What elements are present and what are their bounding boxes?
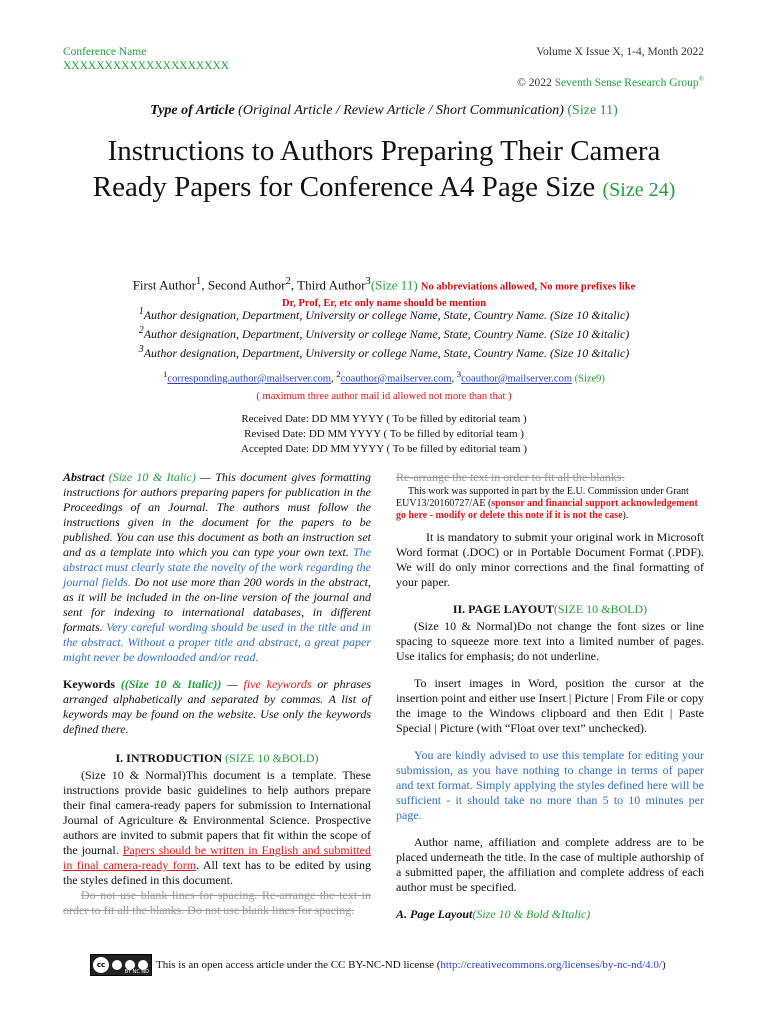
support-text-1: This work was supported in part by the E.U. Commission under Grant EUV13/20160727/AE (: [396, 486, 689, 509]
left-column: [63, 470, 371, 930]
intro-body-1: (Size 10 & Normal)This document is a template. These instructions provide basic guidelines to help authors prepare their final camera-ready papers for submission to International Journal of Agriculture & Environmental Science. Prospective authors are invited to submit papers that fit within the scope of the journal.: [63, 768, 371, 857]
author-second: Second Author: [207, 277, 286, 293]
email-link-2[interactable]: coauthor@mailserver.com: [340, 373, 452, 385]
layout-paragraph-1: (Size 10 & Normal)Do not change the font sizes or line spacing to squeeze more text into a limited number of pages. Use italics for emphasis; do not underline.: [396, 619, 704, 663]
abstract-blue-1: The abstract must clearly state the novelty of the work regarding the journal fields.: [63, 545, 371, 589]
strike-top: Re-arrange the text in order to fit all the blanks.: [396, 470, 625, 484]
paper-title-text: Instructions to Authors Preparing Their Camera Ready Papers for Conference A4 Page Size: [92, 135, 661, 203]
intro-strike-text: Do not use blank lines for spacing. Re-arrange the text in order to fit all the blanks. Do not use blank lines for spacing.: [63, 888, 371, 917]
intro-heading: [63, 751, 371, 766]
cc-badge-label: BY NC ND: [124, 969, 149, 975]
cc-license-icon[interactable]: cc BY NC ND: [90, 954, 152, 976]
layout-heading-size: (SIZE 10 &BOLD): [553, 602, 648, 616]
publisher-name: Seventh Sense Research Group: [554, 76, 699, 89]
email-link-1[interactable]: corresponding.author@mailserver.com: [167, 373, 332, 385]
keywords-body: or phrases arranged alphabetically and separated by commas. A list of keywords may be found on the website. Use only the keywords defined there.: [63, 677, 372, 736]
abstract-size: (Size 10 & Italic): [108, 470, 196, 484]
affiliation-list: [60, 304, 708, 361]
volume-info: Volume X Issue X, 1-4, Month 2022: [536, 46, 704, 58]
email-link-3[interactable]: coauthor@mailserver.com: [461, 373, 572, 385]
conference-name: Conference Name: [63, 46, 147, 58]
keywords-size: (Size 10 & Italic): [124, 677, 218, 691]
abstract-label: Abstract: [63, 470, 105, 484]
author-list: First Author$^1$, Second Author$^2$, Third Author$^3$(Size 11) No abbreviations allowed, No more prefixes like Dr, Prof, Er, etc only name should be mention: [132, 275, 636, 310]
layout-heading: [396, 602, 704, 617]
support-text-2: ).: [622, 510, 629, 521]
abstract-paragraph: [63, 470, 371, 665]
intro-heading-text: I. INTRODUCTION: [115, 751, 223, 765]
email-size: (Size9): [574, 373, 605, 385]
abstract-body-1: — This document gives formatting instructions for authors preparing papers for publication in the Proceedings of an Journal. The authors must follow the instructions given in the document for the papers to be published. You can use this document as both an instruction set and as a template into which you can type your own text.: [63, 470, 372, 559]
support-red: sponsor and financial support acknowledgement go here - modify or delete this note if it is not the case: [396, 498, 698, 521]
affiliation-2: $^2$Author designation, Department, University or college Name, State, Country Name. (Size 10 &italic): [138, 325, 630, 341]
subsection-heading-text: A. Page Layout: [396, 907, 473, 921]
affiliation-3-text: Author designation, Department, University or college Name, State, Country Name. (Size 10 &italic): [143, 346, 630, 360]
license-footer: [90, 954, 666, 976]
received-date: Received Date: DD MM YYYY ( To be filled by editorial team ): [241, 413, 527, 425]
keywords-paragraph: Keywords ((Size 10 & Italic)) — five keywords or phrases arranged alphabetically and separated by commas. A list of keywords may be found on the website. Use only the keywords defined there.: [63, 677, 372, 736]
intro-heading-size: (SIZE 10 &BOLD): [225, 751, 319, 765]
keywords-label: Keywords: [63, 677, 115, 691]
license-text: [156, 959, 666, 971]
abstract-blue-2: Very careful wording should be used in the title and in the abstract. Without a proper title and abstract, a great paper might never be downloaded and/or read.: [63, 620, 371, 664]
license-text-close: ): [662, 959, 666, 971]
article-type-line: [0, 103, 768, 119]
intro-paragraph: [63, 768, 371, 888]
authors-size: (Size 11): [370, 277, 418, 293]
authors-warning-1: No abbreviations allowed, No more prefixes like: [420, 281, 636, 293]
email-line: $^1$corresponding.author@mailserver.com, $^2$coauthor@mailserver.com, $^3$coauthor@mailserver.com (Size9): [163, 369, 605, 385]
copyright-line: [517, 72, 704, 90]
subsection-heading-size: (Size 10 & Bold &Italic): [472, 907, 591, 921]
keywords-dash: —: [221, 677, 244, 691]
registered-mark: ®: [698, 75, 704, 83]
abstract-body-2: Do not use more than 200 words in the abstract, as it will be included in the on-line version of the journal and sent for indexing to international databases, in different formats.: [63, 575, 371, 634]
license-link[interactable]: http://creativecommons.org/licenses/by-nc-nd/4.0/: [440, 959, 662, 971]
paper-title: [90, 133, 678, 208]
layout-paragraph-3: Author name, affiliation and complete address are to be placed underneath the title. In the case of multiple authorship of a submitted paper, the affiliation and complete address of each author must be specified.: [396, 835, 704, 894]
affiliation-1: $^1$Author designation, Department, University or college Name, State, Country Name. (Size 10 &italic): [138, 306, 630, 322]
license-text-body: This is an open access article under the CC BY-NC-ND license (: [156, 959, 441, 971]
layout-paragraph-2: To insert images in Word, position the cursor at the insertion point and either use Insert | Picture | From File or copy the image to the Windows clipboard and then Edit | Paste Special | Picture (with “Float over text” unchecked).: [396, 676, 704, 735]
article-type-label: Type of Article: [150, 103, 235, 118]
subsection-heading: [396, 907, 704, 922]
layout-heading-text: II. PAGE LAYOUT: [452, 602, 554, 616]
revised-date: Revised Date: DD MM YYYY ( To be filled by editorial team ): [244, 428, 524, 440]
conference-code: XXXXXXXXXXXXXXXXXXXX: [63, 60, 230, 72]
keywords-red: five keywords: [243, 677, 312, 691]
article-type-options: (Original Article / Review Article / Short Communication): [238, 103, 564, 118]
affiliation-1-text: Author designation, Department, University or college Name, State, Country Name. (Size 10 &italic): [143, 308, 630, 322]
mandatory-paragraph: It is mandatory to submit your original work in Microsoft Word format (.DOC) or in Portable Document Format (.PDF). We will do only minor corrections and the final formatting of your paper.: [396, 530, 704, 589]
layout-paragraph-blue: You are kindly advised to use this template for editing your submission, as you have nothing to change in terms of paper and text format. Simply applying the styles defined here will be sufficient - it should take no more than 5 to 10 minutes per page.: [396, 748, 704, 822]
affiliation-2-text: Author designation, Department, University or college Name, State, Country Name. (Size 10 &italic): [143, 327, 630, 341]
accepted-date: Accepted Date: DD MM YYYY ( To be filled by editorial team ): [241, 443, 527, 455]
email-block: [60, 366, 708, 405]
conference-header: [63, 45, 229, 73]
date-block: [60, 412, 708, 457]
author-third: Third Author: [297, 277, 366, 293]
article-type-size: (Size 11): [567, 103, 618, 118]
authors-warning-2: Dr, Prof, Er, etc only name should be mention: [281, 298, 487, 310]
volume-header: [517, 45, 704, 90]
right-column: [396, 470, 704, 934]
copyright-year: © 2022: [517, 76, 552, 89]
intro-body-2: . All text has to be edited by using the styles defined in this document.: [63, 858, 371, 887]
paper-title-size: (Size 24): [602, 179, 676, 201]
intro-red: Papers should be written in English and submitted in final camera-ready form: [63, 843, 371, 872]
author-first: First Author: [132, 277, 196, 293]
email-note: ( maximum three author mail id allowed not more than that ): [256, 390, 512, 402]
affiliation-3: $^3$Author designation, Department, University or college Name, State, Country Name. (Size 10 &italic): [138, 344, 630, 360]
support-note: [396, 486, 704, 522]
